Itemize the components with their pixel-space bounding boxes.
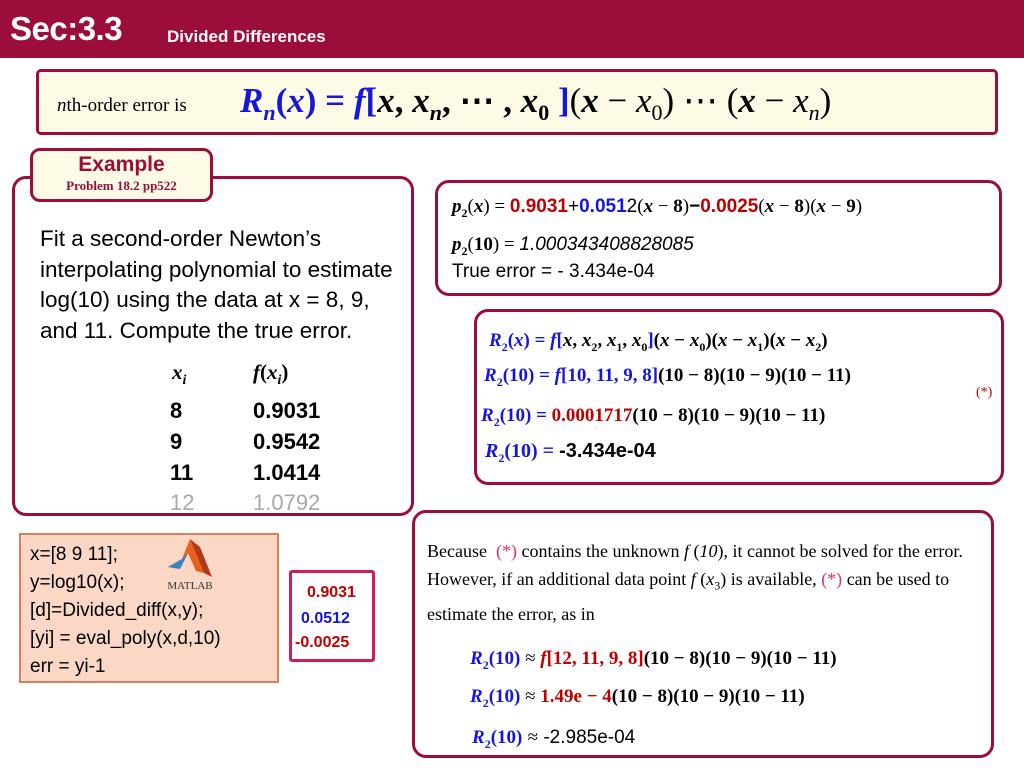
error-formula: $R_n(x) = f[x$, $x_n$, ⋯ , $x_0$ ]$(x - x_0)$ ⋯ $(x - x_n)$ — [240, 81, 832, 125]
p2-coef-1: 0.051 — [579, 196, 627, 217]
p2-value: 1.000343408828085 — [519, 234, 694, 255]
table-cell-fx: 1.0792 — [253, 490, 321, 515]
coefficient-value: 0.9031 — [307, 584, 356, 601]
table-cell-x: 12 — [170, 490, 195, 515]
explanation-text: Because (*) contains the unknown f (10), it cannot be solved for the error. However, if an additional data point f $(x_3)$ is available, (*) can be used to estimate the error, as in — [427, 541, 963, 624]
problem-statement: Fit a second-order Newton’s interpolating polynomial to estimate log(10) using the data at x = 8, 9, and 11. Compute the true error. — [40, 226, 393, 343]
r2-divided-difference: 0.0001717 — [551, 405, 633, 426]
p2-eval: $p_2(10) = 1.000343408828085$ — [452, 234, 694, 258]
code-line: x=[8 9 11]; — [30, 544, 118, 565]
table-cell-fx: 1.0414 — [253, 460, 321, 485]
coefficient-value: -0.0025 — [295, 634, 350, 651]
table-cell-x: 8 — [170, 398, 183, 423]
error-formula-label: nth-order error is — [57, 95, 187, 116]
p2-coef-0: 0.9031 — [509, 196, 568, 217]
problem-reference: Problem 18.2 pp522 — [66, 178, 177, 193]
table-cell-fx: 0.9542 — [253, 429, 321, 454]
estimate-formula-general: $R_2(10) \approx f[12$, 11, 9, 8](10 − 8)(10 − 9)(10 − 11) — [470, 648, 837, 672]
example-tab — [30, 148, 213, 202]
table-cell-x: 9 — [170, 429, 183, 454]
section-title: Divided Differences — [167, 27, 326, 46]
example-title: Example — [78, 153, 165, 176]
estimate-result: $R_2(10) \approx -2.985e-04$ — [472, 727, 636, 751]
title-bar — [0, 0, 1024, 58]
matlab-logo-icon — [160, 533, 220, 593]
estimate-divided-difference: 1.49e − 4 — [540, 686, 612, 707]
table-header-fx: $f(x_i)$ — [253, 360, 289, 389]
true-error: True error = - 3.434e-04 — [452, 261, 655, 282]
r2-formula-general: $R_2(x) = f[x$, $x_2$, $x_1$, $x_0](x - x_0)(x - x_1)(x - x_2)$ — [489, 330, 828, 354]
code-line: y=log10(x); — [30, 572, 125, 593]
r2-result: $R_2(10) = -3.434e-04$ — [485, 440, 656, 465]
r2-formula-numeric: $R_2(10) = 0.0001717(10 - 8)(10 - 9)(10 - 11)$ — [481, 405, 826, 429]
code-line: [d]=Divided_diff(x,y); — [30, 600, 204, 621]
code-line: [yi] = eval_poly(x,d,10) — [30, 628, 221, 649]
p2-coef-2: 0.0025 — [700, 196, 759, 217]
table-cell-x: 11 — [170, 460, 194, 485]
estimate-formula-numeric: $R_2(10) \approx 1.49e - 4(10 - 8)(10 - 9)(10 - 11)$ — [470, 686, 805, 710]
code-line: err = yi-1 — [30, 656, 106, 677]
r2-star-marker: (*) — [976, 385, 993, 400]
table-cell-fx: 0.9031 — [253, 398, 321, 423]
section-number: Sec:3.3 — [10, 10, 123, 47]
coefficient-value: 0.0512 — [301, 610, 350, 627]
table-header-x: $x_i$ — [172, 360, 187, 389]
p2-formula: $p_2(x) = 0.9031+0.0512(x - 8)-0.0025(x - 8)(x - 9)$ — [452, 196, 863, 220]
svg-text:MATLAB: MATLAB — [167, 580, 213, 592]
r2-formula-substituted: $R_2(10) = f[10$, 11, 9, 8](10 − 8)(10 − 9)(10 − 11) — [484, 365, 852, 389]
